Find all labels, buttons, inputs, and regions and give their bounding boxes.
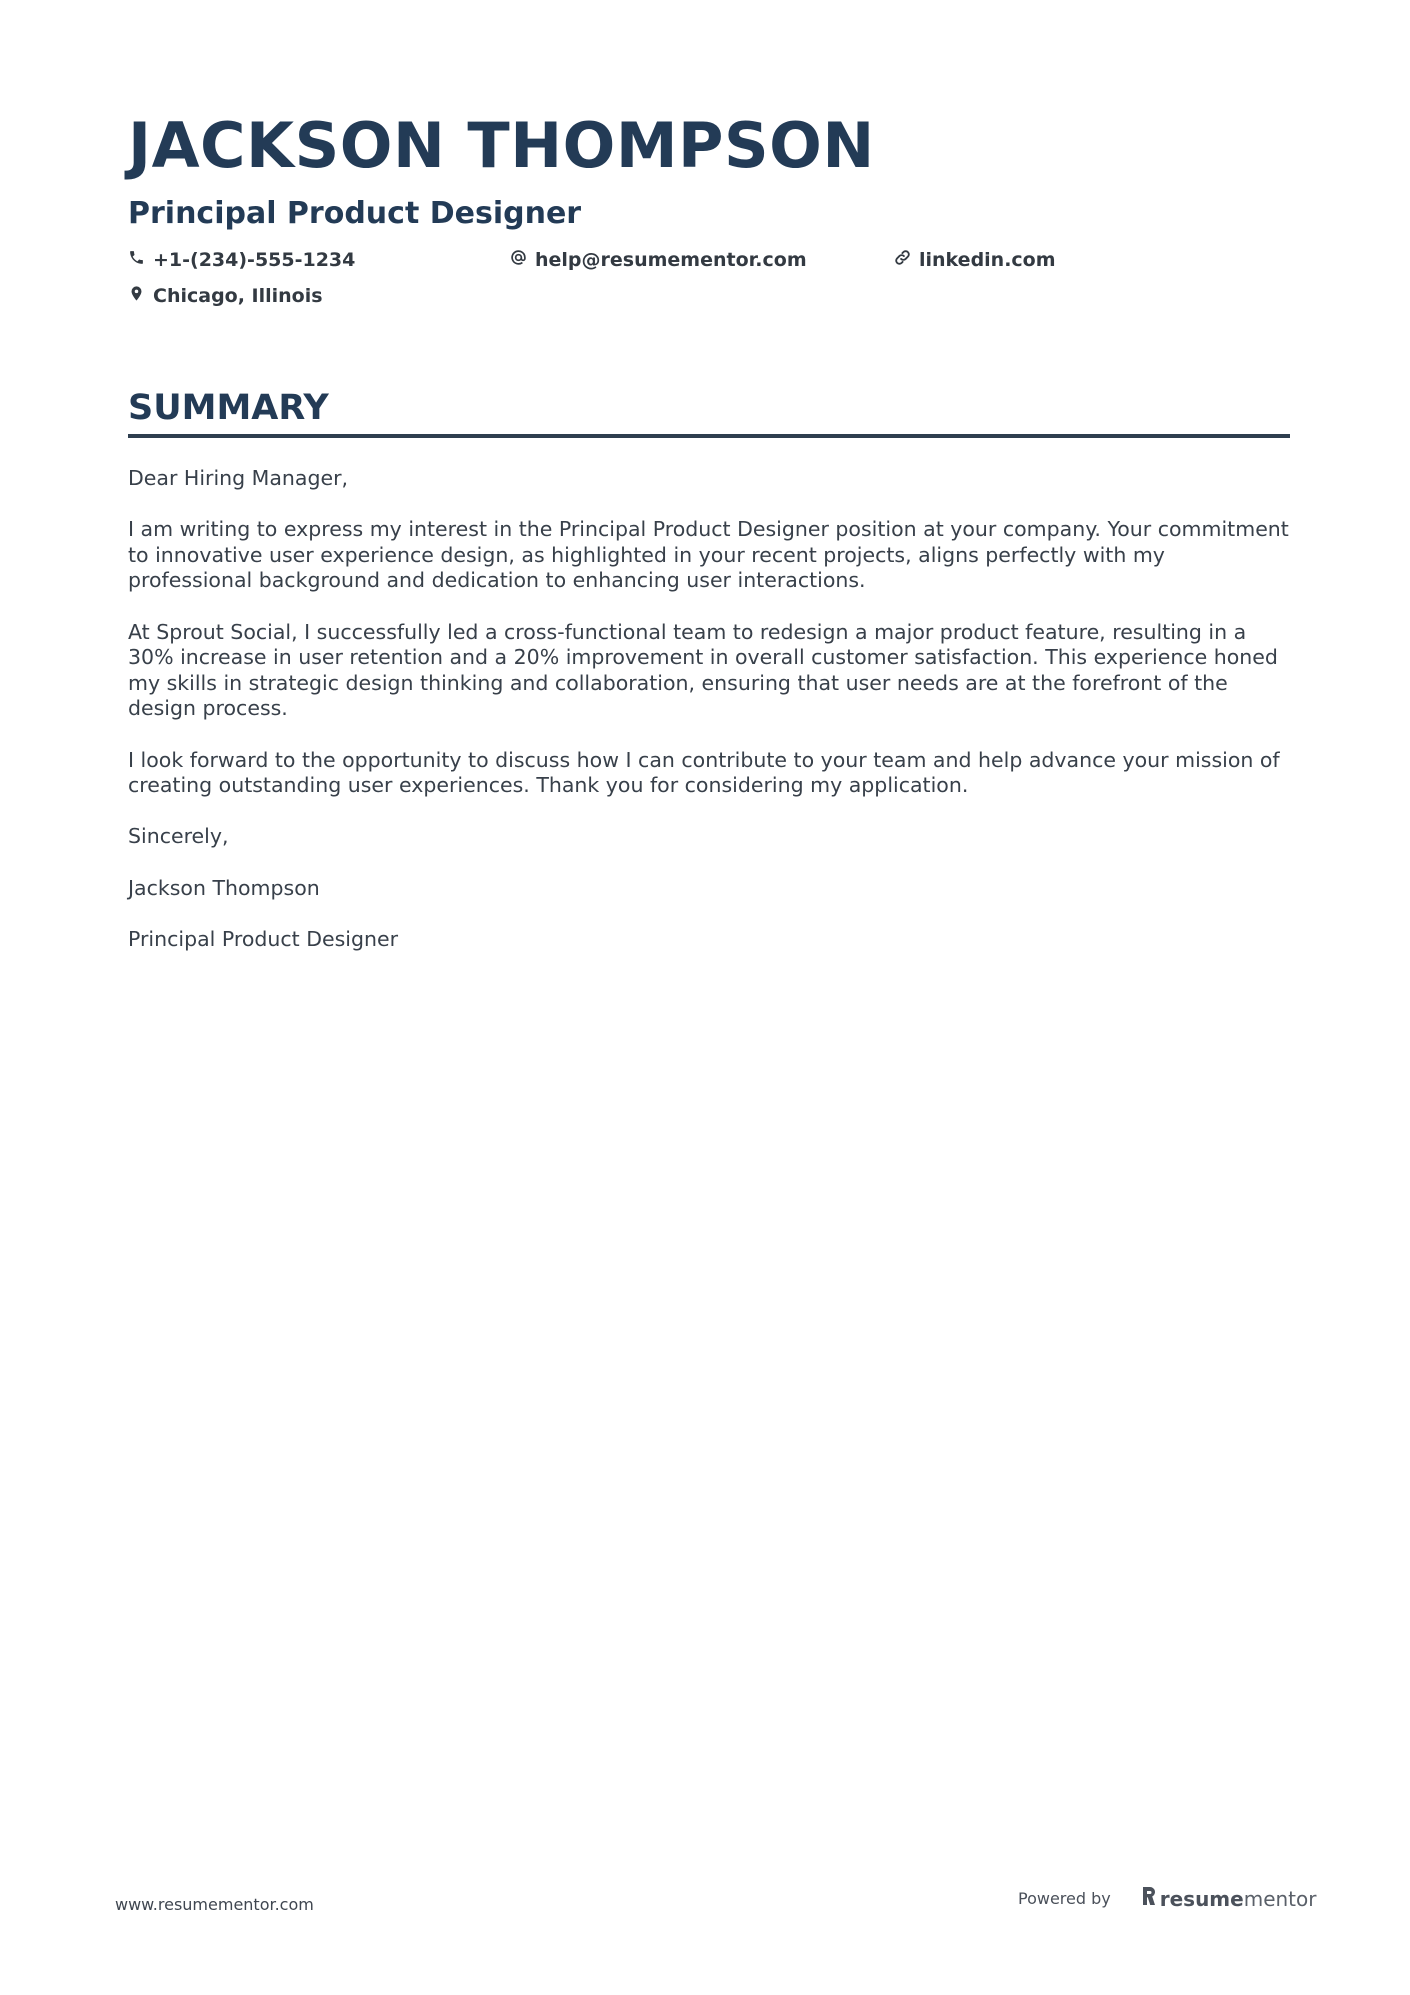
footer-website[interactable]: www.resumementor.com <box>115 1895 314 1914</box>
job-title: Principal Product Designer <box>128 196 582 231</box>
phone-icon <box>128 249 153 271</box>
salutation: Dear Hiring Manager, <box>128 466 349 490</box>
at-icon <box>510 249 535 271</box>
signature-name: Jackson Thompson <box>128 875 320 900</box>
location-pin-icon <box>128 285 153 307</box>
phone-text: +1-(234)-555-1234 <box>153 249 356 271</box>
brand-name-bold: resume <box>1159 1886 1244 1911</box>
link-text: linkedin.com <box>919 249 1056 271</box>
resumementor-logo-icon <box>1141 1886 1160 1911</box>
link-icon <box>894 249 919 271</box>
paragraph: I look forward to the opportunity to discuss how I can contribute to your team and help advance your mission of creating outstanding user experiences. Thank you for considering my application. <box>128 747 1280 798</box>
section-divider <box>128 434 1290 438</box>
brand-name-light: mentor <box>1243 1886 1317 1911</box>
brand-logo[interactable] <box>1141 1886 1317 1911</box>
contact-row-1 <box>128 242 1288 278</box>
footer-branding <box>1018 1886 1316 1911</box>
contact-location <box>128 278 323 314</box>
powered-by-label: Powered by <box>1018 1889 1111 1908</box>
email-text: help@resumementor.com <box>535 249 807 271</box>
letter-body <box>128 466 1290 952</box>
closing: Sincerely, <box>128 824 229 849</box>
contact-phone[interactable] <box>128 242 355 278</box>
location-text: Chicago, Illinois <box>153 285 323 307</box>
section-heading: SUMMARY <box>128 388 329 428</box>
signature-title: Principal Product Designer <box>128 926 399 951</box>
header <box>128 108 1288 314</box>
contact-link[interactable] <box>894 242 1056 278</box>
paragraph: At Sprout Social, I successfully led a cross-functional team to redesign a major product feature, resulting in a 30% increase in user retention and a 20% improvement in overall customer satisfaction. This experience honed my skills in strategic design thinking and collaboration, ensuring that user needs are at the forefront of the design process. <box>128 619 1278 721</box>
contact-row-2 <box>128 278 1288 314</box>
contact-email[interactable] <box>510 242 807 278</box>
summary-section <box>128 384 1290 978</box>
paragraph: I am writing to express my interest in the Principal Product Designer position at your company. Your commitment to innovative user experience design, as highlighted in your recent projects, aligns perfectly with my professional background and dedication to enhancing user interactions. <box>128 517 1289 593</box>
candidate-name: JACKSON THOMPSON <box>128 109 875 182</box>
